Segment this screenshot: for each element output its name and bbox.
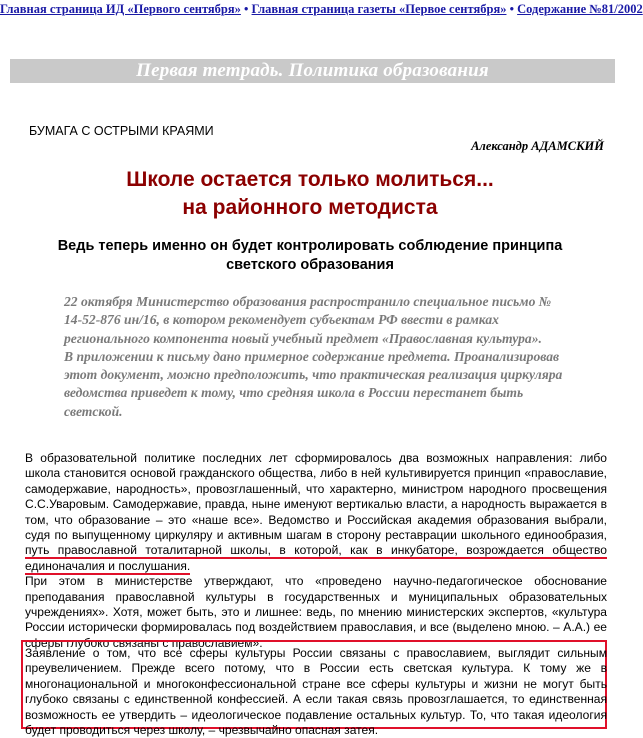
body-paragraph-1-text: В образовательной политике последних лет сформировалось два возможных направления: либо школа становится основой гражданского общества, либо в ней культивируется принцип «православие, самодержавие, народность», провозглашенный, что характерно, министром народного просвещения С.С.Уваровым. Самодержавие, правда, ныне именуют вертикалью власти, а народность выражается в том, что образование – это «наше все». Ведомство и Российская академия образования выбрали, судя по выпущенному циркуляру и активным шагам в сторону реставрации школьного единообразия, bbox=[25, 451, 607, 543]
article-headline bbox=[0, 166, 620, 222]
body-paragraph-1 bbox=[25, 451, 607, 574]
body-paragraph-3: Заявление о том, что все сферы культуры России связаны с православием, выглядит сильным преувеличением. Прежде всего потому, что в России есть светская культура. К тому же в многонациональной и многоконфессиональной стране все сферы культуры и жизни не могут быть глубоко связаны с единственной конфессией. А если такая связь провозглашается, то единственная возможность ее утвердить – идеологическое подавление остальных культур. То, что такая идеология будет проводиться через школу, – чрезвычайно опасная затея. bbox=[25, 646, 607, 738]
article-subheadline: Ведь теперь именно он будет контролировать соблюдение принципа светского образования bbox=[57, 238, 563, 273]
top-navigation bbox=[0, 2, 643, 17]
highlighted-phrase: путь православной тоталитарной школы, в которой, как в инкубаторе, возрождается общество единоначалия и послушания. bbox=[25, 543, 607, 573]
section-title: Первая тетрадь. Политика образования bbox=[136, 60, 489, 81]
headline-line-2: на районного методиста bbox=[182, 196, 438, 219]
nav-link-issue-contents[interactable]: Содержание №81/2002 bbox=[517, 2, 643, 16]
nav-link-newspaper-home[interactable]: Главная страница газеты «Первое сентября» bbox=[251, 2, 507, 16]
body-paragraph-2: При этом в министерстве утверждают, что «проведено научно-педагогическое обоснование преподавания православной культуры в государственных и муниципальных образовательных учреждениях». Хотя, может быть, это и лишнее: ведь, по мнению министерских экспертов, «культура России исторически формировалась под воздействием православия, и все (выделено мною. – А.А.) ее сферы глубоко связаны с православием». bbox=[25, 574, 607, 650]
lead-paragraph-1: 22 октября Министерство образования распространило специальное письмо № 14-52-876 ин/16, в котором рекомендует субъектам РФ ввести в рамках регионального компонента новый учебный предмет «Православная культура». bbox=[64, 294, 552, 346]
section-title-bar bbox=[10, 59, 615, 83]
nav-separator: • bbox=[509, 2, 514, 16]
article-author: Александр АДАМСКИЙ bbox=[471, 139, 604, 153]
nav-separator: • bbox=[244, 2, 249, 16]
headline-line-1: Школе остается только молиться... bbox=[126, 168, 494, 191]
rubric-label: БУМАГА С ОСТРЫМИ КРАЯМИ bbox=[29, 124, 214, 138]
nav-link-publisher-home[interactable]: Главная страница ИД «Первого сентября» bbox=[0, 2, 241, 16]
article-lead bbox=[64, 293, 564, 421]
lead-paragraph-2: В приложении к письму дано примерное содержание предмета. Проанализировав этот документ, можно предположить, что практическая реализация циркуляра ведомства приведет к тому, что средняя школа в России перестанет быть светской. bbox=[64, 348, 563, 419]
article-body bbox=[25, 451, 607, 651]
